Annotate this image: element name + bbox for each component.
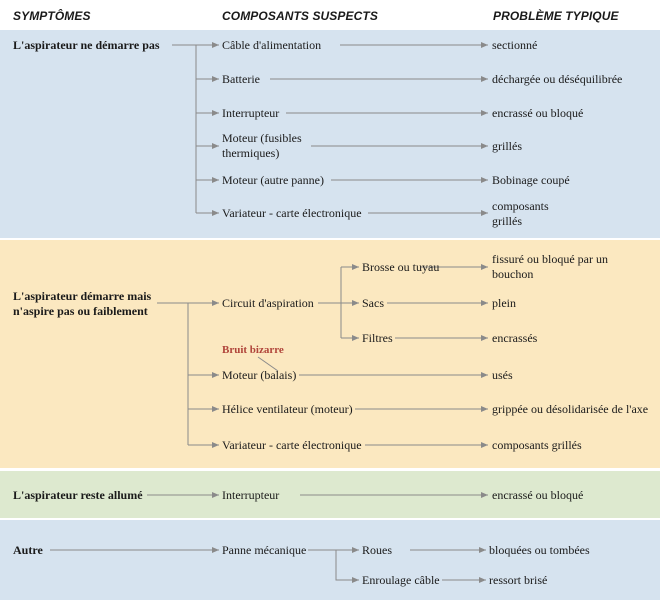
problem-clogged: encrassé ou bloqué bbox=[492, 106, 584, 120]
component-motor-brushes: Moteur (balais) bbox=[222, 368, 297, 382]
problem-seized: grippée ou désolidarisée de l'axe bbox=[492, 402, 649, 416]
problem-discharged: déchargée ou déséquilibrée bbox=[492, 72, 623, 86]
component-bags: Sacs bbox=[362, 296, 384, 310]
problem-wheels: bloquées ou tombées bbox=[489, 543, 590, 557]
component-brush: Brosse ou tuyau bbox=[362, 260, 440, 274]
component-variator-2: Variateur - carte électronique bbox=[222, 438, 362, 452]
problem-burnt: grillés bbox=[492, 139, 522, 153]
problem-winding: Bobinage coupé bbox=[492, 173, 570, 187]
problem-severed: sectionné bbox=[492, 38, 538, 52]
problem-worn: usés bbox=[492, 368, 513, 382]
component-cord-reel: Enroulage câble bbox=[362, 573, 440, 587]
problem-cracked: fissuré ou bloqué par un bouchon bbox=[492, 252, 608, 281]
symptom-no-start: L'aspirateur ne démarre pas bbox=[13, 38, 160, 52]
note-strange-noise: Bruit bizarre bbox=[222, 344, 284, 356]
symptom-stays-on: L'aspirateur reste allumé bbox=[13, 488, 143, 502]
component-motor-other: Moteur (autre panne) bbox=[222, 173, 324, 187]
component-switch-2: Interrupteur bbox=[222, 488, 280, 502]
component-cable: Câble d'alimentation bbox=[222, 38, 322, 52]
problem-spring: ressort brisé bbox=[489, 573, 548, 587]
component-fan: Hélice ventilateur (moteur) bbox=[222, 402, 353, 416]
component-variator: Variateur - carte électronique bbox=[222, 206, 362, 220]
problem-components-burnt: composants grillés bbox=[492, 199, 549, 228]
header-symptoms: SYMPTÔMES bbox=[13, 9, 91, 23]
problem-dirty: encrassés bbox=[492, 331, 538, 345]
header-components: COMPOSANTS SUSPECTS bbox=[222, 9, 378, 23]
header-problem: PROBLÈME TYPIQUE bbox=[493, 9, 619, 23]
component-switch: Interrupteur bbox=[222, 106, 280, 120]
problem-components-burnt-2: composants grillés bbox=[492, 438, 582, 452]
problem-clogged-2: encrassé ou bloqué bbox=[492, 488, 584, 502]
component-wheels: Roues bbox=[362, 543, 392, 557]
symptom-other: Autre bbox=[13, 543, 43, 557]
component-motor-fuses: Moteur (fusibles thermiques) bbox=[222, 131, 302, 160]
component-mechanical: Panne mécanique bbox=[222, 543, 307, 557]
component-suction-circuit: Circuit d'aspiration bbox=[222, 296, 314, 310]
component-battery: Batterie bbox=[222, 72, 260, 86]
component-filters: Filtres bbox=[362, 331, 393, 345]
symptom-weak-suction: L'aspirateur démarre mais n'aspire pas ou faiblement bbox=[13, 289, 152, 318]
problem-full: plein bbox=[492, 296, 516, 310]
